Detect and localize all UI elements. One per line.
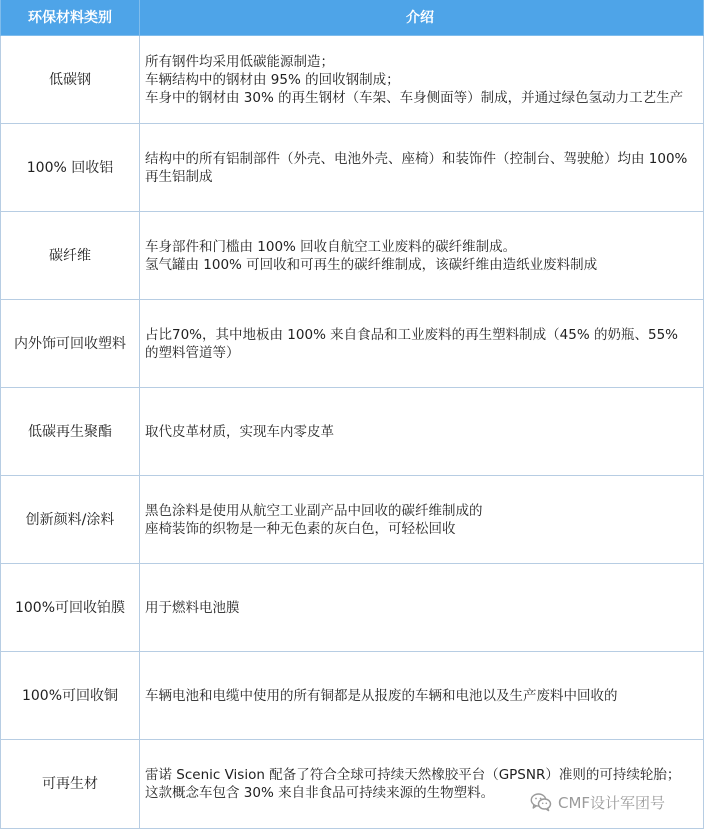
description-line: 用于燃料电池膜 <box>145 599 240 616</box>
category-cell: 100%可回收铂膜 <box>0 564 140 652</box>
description-line: 车辆电池和电缆中使用的所有铜都是从报废的车辆和电池以及生产废料中回收的 <box>145 687 618 704</box>
table-row <box>0 476 704 564</box>
header-category: 环保材料类别 <box>0 0 140 36</box>
category-cell: 100%可回收铜 <box>0 652 140 740</box>
description-line: 车辆结构中的钢材由 95% 的回收钢制成； <box>145 71 400 88</box>
table-row <box>0 388 704 476</box>
description-line: 占比70%，其中地板由 100% 来自食品和工业废料的再生塑料制成（45% 的奶瓶、55% 的塑料管道等） <box>145 326 678 361</box>
category-cell: 创新颜料/涂料 <box>0 476 140 564</box>
category-cell: 碳纤维 <box>0 212 140 300</box>
category-cell: 可再生材 <box>0 740 140 829</box>
description-line: 雷诺 Scenic Vision 配备了符合全球可持续天然橡胶平台（GPSNR）准则的可持续轮胎； <box>145 767 681 783</box>
wechat-icon <box>530 792 552 812</box>
table-row <box>0 212 704 300</box>
description-cell <box>140 300 704 388</box>
description-cell <box>140 564 704 652</box>
table-row <box>0 36 704 124</box>
category-cell: 100% 回收铝 <box>0 124 140 212</box>
header-intro: 介绍 <box>140 0 704 36</box>
category-cell: 低碳钢 <box>0 36 140 124</box>
description-cell <box>140 652 704 740</box>
description-cell <box>140 388 704 476</box>
description-line: 车身中的钢材由 30% 的再生钢材（车架、车身侧面等）制成，并通过绿色氢动力工艺生产 <box>145 89 684 106</box>
description-line: 黑色涂料是使用从航空工业副产品中回收的碳纤维制成的 <box>145 502 483 519</box>
description-line: 氢气罐由 100% 可回收和可再生的碳纤维制成，该碳纤维由造纸业废料制成 <box>145 256 598 273</box>
description-cell <box>140 36 704 124</box>
description-cell <box>140 476 704 564</box>
description-line: 车身部件和门槛由 100% 回收自航空工业废料的碳纤维制成。 <box>145 238 517 255</box>
description-cell <box>140 124 704 212</box>
category-cell: 低碳再生聚酯 <box>0 388 140 476</box>
category-cell: 内外饰可回收塑料 <box>0 300 140 388</box>
table-row <box>0 300 704 388</box>
description-line: 所有钢件均采用低碳能源制造； <box>145 53 334 70</box>
watermark-text: CMF设计军团号 <box>558 793 666 812</box>
description-line: 座椅装饰的织物是一种无色素的灰白色，可轻松回收 <box>145 520 456 537</box>
table-row <box>0 124 704 212</box>
table-header-row <box>0 0 704 36</box>
description-line: 取代皮革材质，实现车内零皮革 <box>145 423 334 440</box>
watermark <box>530 790 665 814</box>
description-line: 这款概念车包含 30% 来自非食品可持续来源的生物塑料。 <box>145 785 495 801</box>
table-row <box>0 740 704 829</box>
description-cell <box>140 740 704 829</box>
description-line: 结构中的所有铝制部件（外壳、电池外壳、座椅）和装饰件（控制台、驾驶舱）均由 100% 再生铝制成 <box>145 150 688 185</box>
table-row <box>0 652 704 740</box>
table-row <box>0 564 704 652</box>
description-cell <box>140 212 704 300</box>
